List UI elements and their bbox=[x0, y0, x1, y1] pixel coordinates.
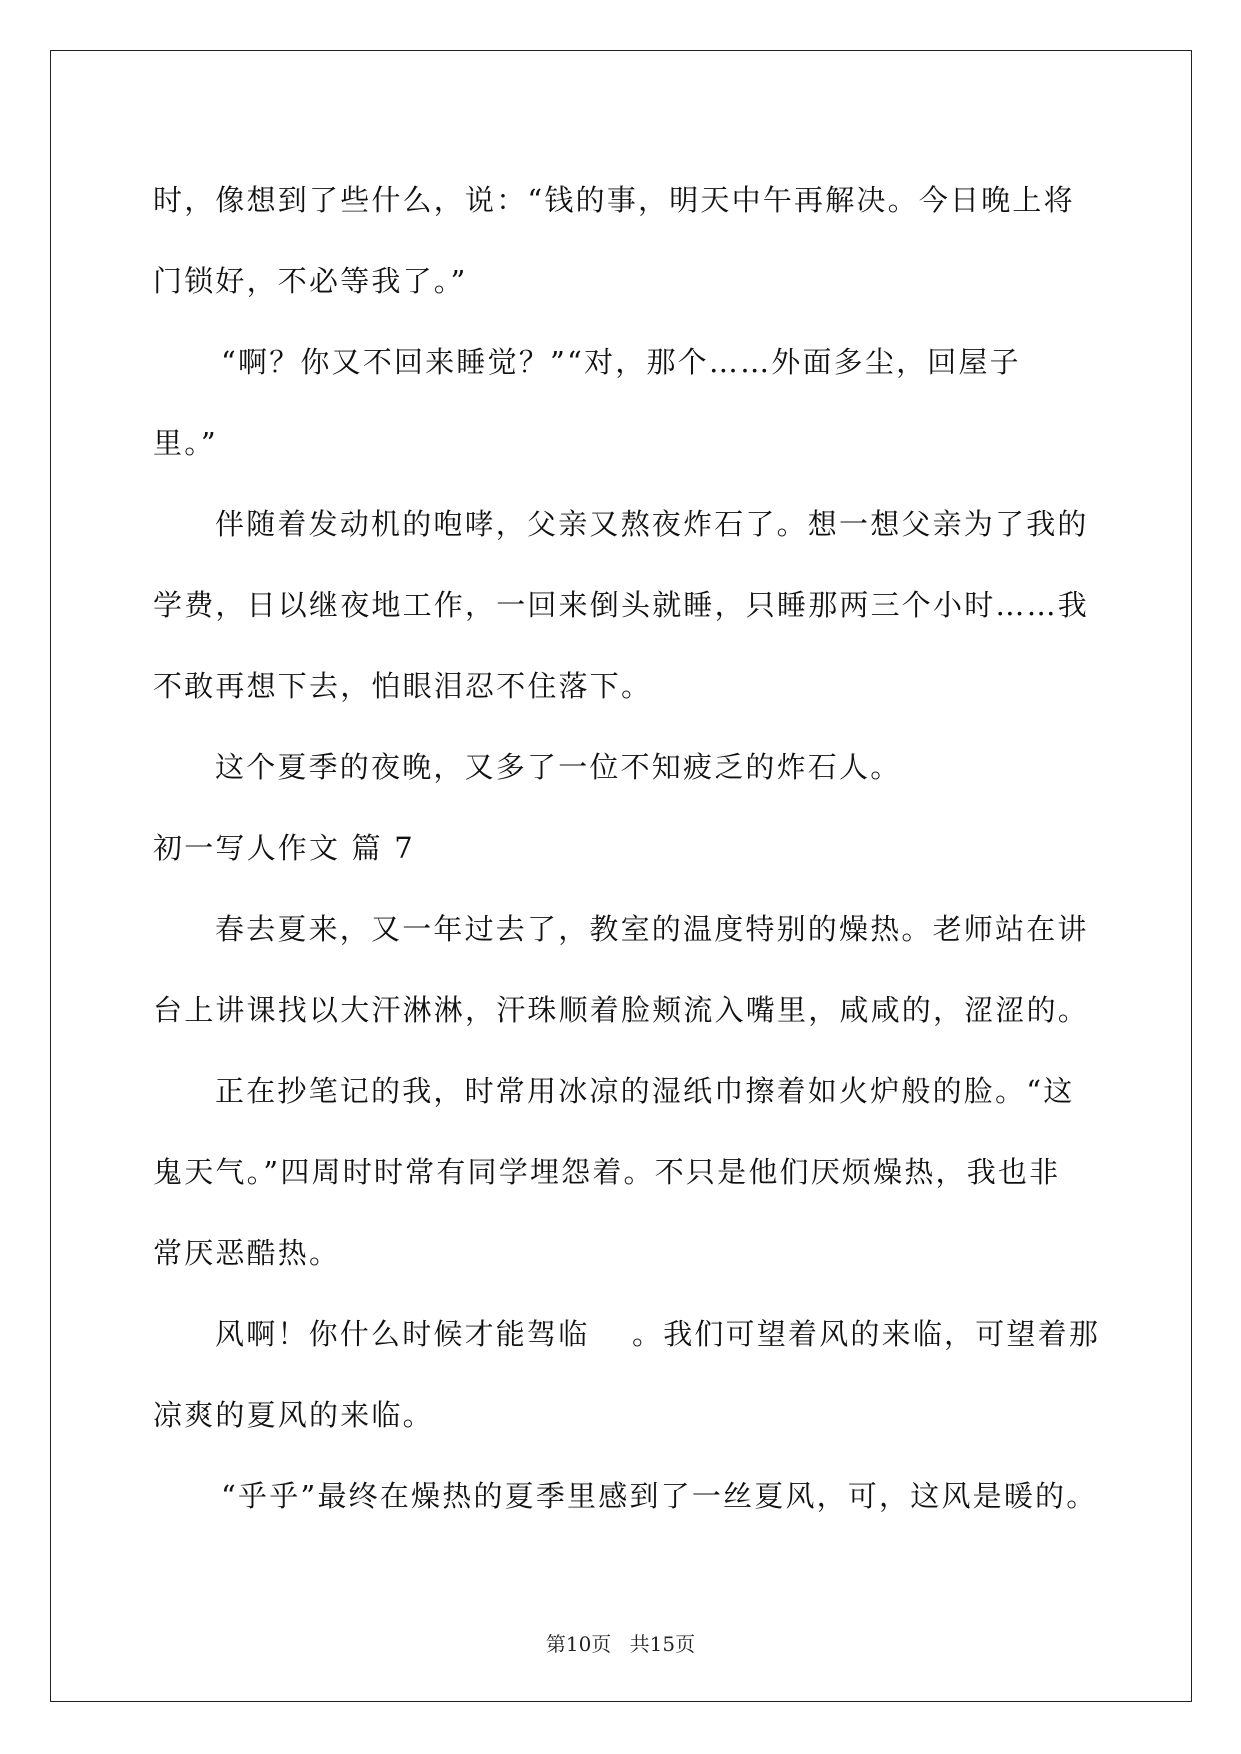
text-line: 春去夏来，又一年过去了，教室的温度特别的燥热。老师站在讲 bbox=[215, 912, 1089, 946]
page-footer bbox=[0, 1628, 1241, 1657]
text-line: 里。” bbox=[153, 426, 218, 460]
text-line: “啊？你又不回来睡觉？”“对，那个……外面多尘，回屋子 bbox=[221, 345, 1021, 379]
text-line: 伴随着发动机的咆哮，父亲又熬夜炸石了。想一想父亲为了我的 bbox=[215, 507, 1089, 541]
text-line: 这个夏季的夜晚，又多了一位不知疲乏的炸石人。 bbox=[215, 750, 902, 784]
text-line: 学费，日以继夜地工作，一回来倒头就睡，只睡那两三个小时……我 bbox=[153, 588, 1090, 622]
text-line: 风啊！你什么时候才能驾临 。我们可望着风的来临，可望着那 bbox=[215, 1317, 1101, 1351]
page-total: 共15页 bbox=[629, 1632, 696, 1656]
text-line: 凉爽的夏风的来临。 bbox=[153, 1398, 434, 1432]
page-number: 第10页 bbox=[545, 1632, 612, 1656]
text-line: “乎乎”最终在燥热的夏季里感到了一丝夏风，可，这风是暖的。 bbox=[221, 1479, 1098, 1513]
text-line: 鬼天气。”四周时时常有同学埋怨着。不只是他们厌烦燥热，我也非 bbox=[153, 1155, 1061, 1189]
text-line: 常厌恶酷热。 bbox=[153, 1236, 341, 1270]
text-line: 时，像想到了些什么，说：“钱的事，明天中午再解决。今日晚上将 bbox=[153, 183, 1075, 217]
text-line: 不敢再想下去，怕眼泪忍不住落下。 bbox=[153, 669, 653, 703]
section-heading: 初一写人作文 篇 7 bbox=[153, 831, 415, 865]
text-line: 正在抄笔记的我，时常用冰凉的湿纸巾擦着如火炉般的脸。“这 bbox=[215, 1074, 1075, 1108]
text-line: 台上讲课找以大汗淋淋，汗珠顺着脸颊流入嘴里，咸咸的，涩涩的。 bbox=[153, 993, 1090, 1027]
document-body bbox=[153, 160, 1101, 1537]
text-line: 门锁好，不必等我了。” bbox=[153, 264, 468, 298]
